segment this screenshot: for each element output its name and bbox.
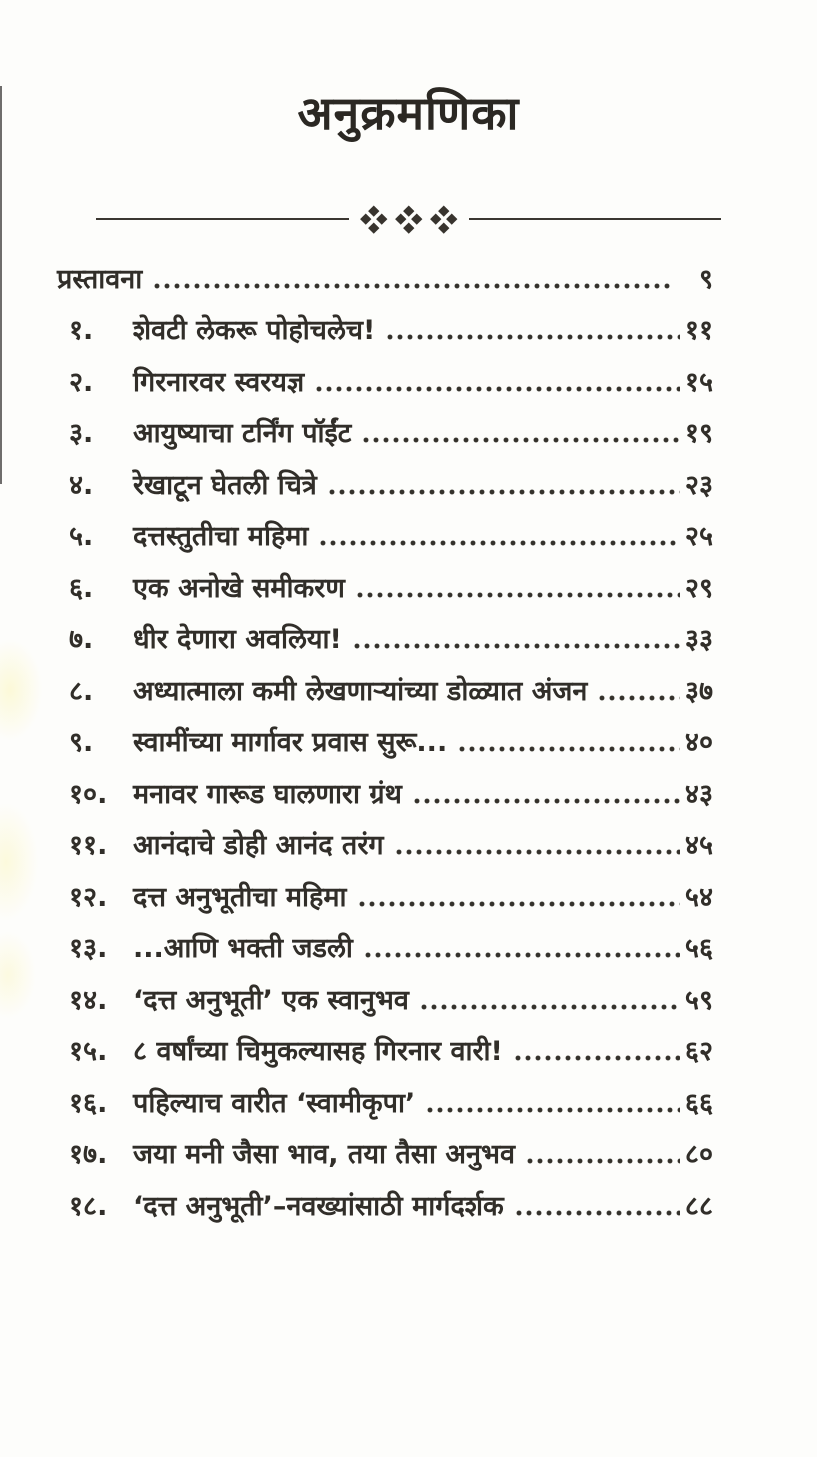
toc-entry-title: दत्तस्तुतीचा महिमा (133, 521, 309, 553)
toc-entry-page: १५ (684, 366, 713, 398)
dot-leader (513, 1034, 680, 1068)
dot-leader (412, 777, 680, 811)
toc-entry-page: ११ (684, 315, 713, 347)
toc-entry-page: ३३ (684, 624, 713, 656)
toc-preface-row (57, 244, 713, 296)
toc-entry-number: ६. (69, 572, 94, 604)
dot-leader (352, 622, 680, 656)
toc-entry-title: दत्त अनुभूतीचा महिमा (133, 881, 347, 913)
toc-entry-page: ८८ (684, 1190, 713, 1222)
toc-entry-title: जया मनी जैसा भाव, तया तैसा अनुभव (133, 1139, 516, 1171)
divider-line-left (96, 218, 349, 221)
toc-entry-row (57, 296, 713, 348)
toc-entry-page: १९ (684, 418, 713, 450)
toc-entry-row (57, 1171, 713, 1223)
toc-entry-row (57, 708, 713, 760)
toc-entry-number: ८. (69, 675, 94, 707)
toc-entry-title: प्रस्तावना (57, 263, 143, 295)
toc-entry-row (57, 399, 713, 451)
toc-entry-row (57, 502, 713, 554)
toc-entry-number: १७. (69, 1139, 108, 1171)
toc-entry-number: ५. (69, 521, 94, 553)
toc-entry-title: ...आणि भक्ती जडली (133, 933, 353, 965)
toc-entry-page: ३७ (684, 675, 713, 707)
toc-entry-title: एक अनोखे समीकरण (133, 572, 345, 604)
toc-entry-page: ४० (684, 727, 713, 759)
dot-leader (597, 674, 680, 708)
toc-entry-row (57, 1017, 713, 1069)
toc-entry-number: २. (69, 366, 94, 398)
dot-leader (361, 416, 680, 450)
toc-entry-number: १०. (69, 778, 108, 810)
dot-leader (363, 931, 680, 965)
toc-entry-page: २५ (684, 521, 713, 553)
toc-entry-title: शेवटी लेकरू पोहोचलेच! (133, 315, 376, 347)
toc-entry-number: १४. (69, 984, 108, 1016)
toc-entry-number: ११. (69, 830, 108, 862)
dot-leader (314, 365, 680, 399)
toc-list (0, 244, 817, 1223)
toc-entry-row (57, 605, 713, 657)
toc-entry-title: गिरनारवर स्वरयज्ञ (133, 366, 305, 398)
toc-entry-row (57, 965, 713, 1017)
dot-leader (525, 1137, 680, 1171)
toc-entry-row (57, 450, 713, 502)
toc-entry-number: ४. (69, 469, 94, 501)
toc-entry-page: ५६ (684, 933, 713, 965)
toc-entry-page: ८० (684, 1139, 713, 1171)
toc-entry-row (57, 656, 713, 708)
toc-entry-number: १३. (69, 933, 108, 965)
dot-leader (514, 1189, 680, 1223)
dot-leader (318, 519, 680, 553)
toc-entry-number: ७. (69, 624, 94, 656)
diamond-cluster-icon (432, 207, 456, 231)
toc-entry-number: १८. (69, 1190, 108, 1222)
toc-entry-number: १६. (69, 1087, 108, 1119)
toc-entry-row (57, 811, 713, 863)
toc-entry-row (57, 914, 713, 966)
toc-entry-row (57, 862, 713, 914)
toc-entry-page: ४५ (684, 830, 713, 862)
scan-edge-artifact (0, 86, 2, 484)
dot-leader (357, 880, 680, 914)
dot-leader (152, 262, 671, 296)
dot-leader (394, 828, 680, 862)
toc-entry-number: ९. (69, 727, 94, 759)
toc-entry-title: धीर देणारा अवलिया! (133, 624, 342, 656)
toc-entry-title: आयुष्याचा टर्निंग पॉईंट (133, 418, 352, 450)
toc-entry-row (57, 1068, 713, 1120)
toc-entry-page: ५९ (684, 984, 713, 1016)
toc-entry-page: ६२ (684, 1036, 713, 1068)
dot-leader (385, 313, 680, 347)
toc-entry-page: ४३ (684, 778, 713, 810)
dot-leader (419, 983, 680, 1017)
diamond-ornament-icon (362, 207, 456, 231)
toc-entry-title: ‘दत्त अनुभूती’–नवख्यांसाठी मार्गदर्शक (133, 1190, 504, 1222)
toc-entry-title: ‘दत्त अनुभूती’ एक स्वानुभव (133, 984, 409, 1016)
toc-entry-row (57, 347, 713, 399)
divider-line-right (469, 218, 722, 221)
toc-entry-title: मनावर गारूड घालणारा ग्रंथ (133, 778, 402, 810)
dot-leader (355, 571, 680, 605)
dot-leader (425, 1086, 680, 1120)
toc-entry-title: ८ वर्षांच्या चिमुकल्यासह गिरनार वारी! (133, 1036, 503, 1068)
toc-entry-row (57, 759, 713, 811)
toc-entry-page: २९ (684, 572, 713, 604)
diamond-cluster-icon (397, 207, 421, 231)
toc-entry-number: १. (69, 315, 94, 347)
toc-entry-title: आनंदाचे डोही आनंद तरंग (133, 830, 384, 862)
toc-entry-page: ९ (698, 263, 713, 295)
toc-entry-title: रेखाटून घेतली चित्रे (133, 469, 317, 501)
dot-leader (327, 468, 680, 502)
title-divider (96, 207, 721, 231)
toc-entry-page: ६६ (684, 1087, 713, 1119)
toc-entry-page: ५४ (684, 881, 713, 913)
toc-entry-row (57, 553, 713, 605)
toc-entry-title: स्वामींच्या मार्गावर प्रवास सुरू... (133, 727, 448, 759)
dot-leader (457, 725, 680, 759)
toc-entry-number: १२. (69, 881, 108, 913)
toc-entry-row (57, 1120, 713, 1172)
toc-entry-page: २३ (684, 469, 713, 501)
toc-entry-number: ३. (69, 418, 94, 450)
toc-entry-title: पहिल्याच वारीत ‘स्वामीकृपा’ (133, 1087, 416, 1119)
toc-entry-title: अध्यात्माला कमी लेखणाऱ्यांच्या डोळ्यात अंजन (133, 675, 588, 707)
toc-entry-number: १५. (69, 1036, 108, 1068)
page-title: अनुक्रमणिका (297, 86, 520, 140)
diamond-cluster-icon (362, 207, 386, 231)
